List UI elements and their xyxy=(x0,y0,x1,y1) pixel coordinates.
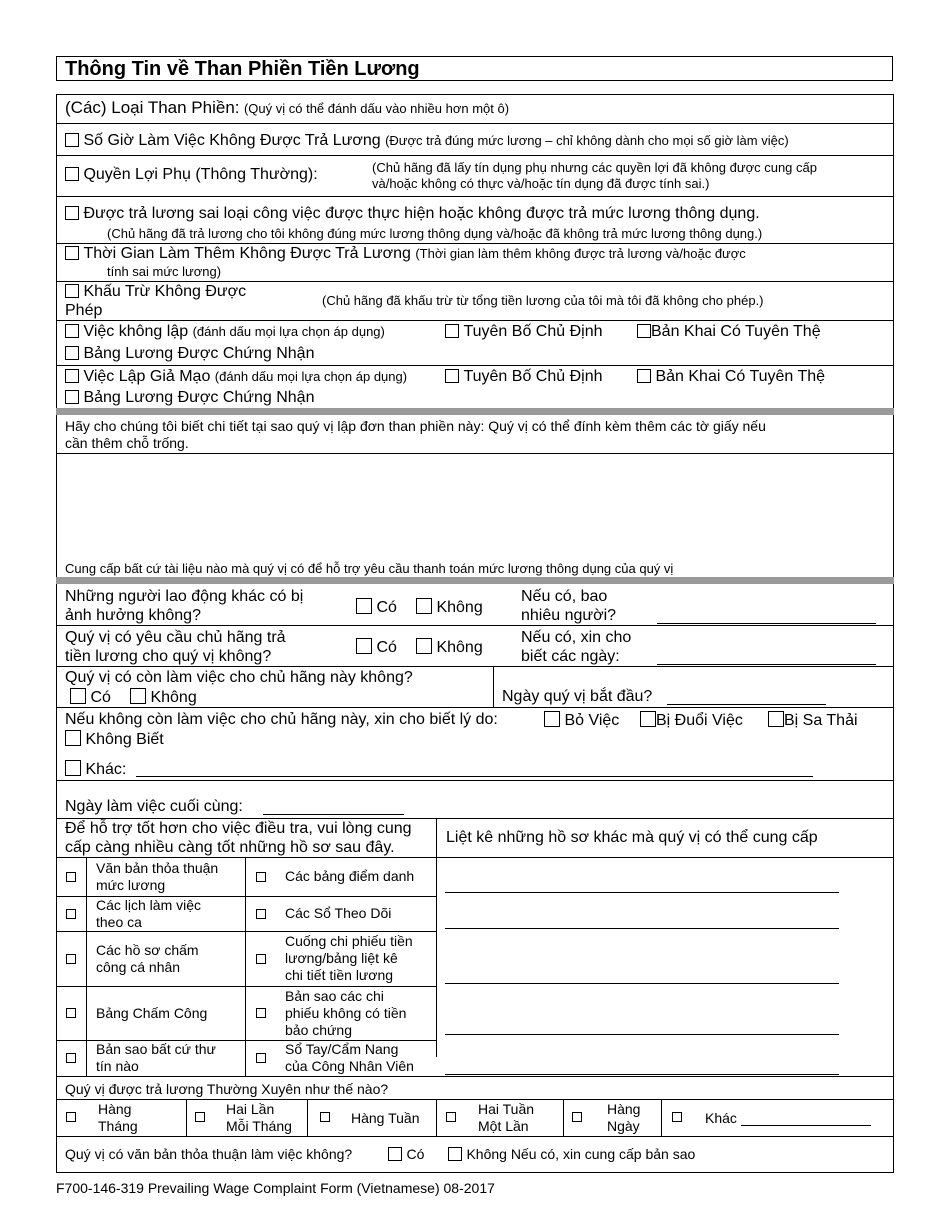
deductions-label-1: Khấu Trừ Không Được xyxy=(83,283,247,300)
agreement-no-checkbox[interactable] xyxy=(448,1147,462,1161)
not-filed-row xyxy=(65,323,385,341)
details-prompt-1: Hãy cho chúng tôi biết chi tiết tại sao quý vị lập đơn than phiền này: Quý vị có thể đính kèm thêm các tờ giấy nếu xyxy=(65,418,766,434)
asked-yes xyxy=(356,638,397,657)
reason-laid-off xyxy=(768,711,858,730)
page-title: Thông Tin về Than Phiền Tiền Lương xyxy=(65,58,420,80)
not-filed-opt3-label: Bảng Lương Được Chứng Nhận xyxy=(83,345,315,362)
records-intro-1: Để hỗ trợ tốt hơn cho việc điều tra, vui lòng cung xyxy=(65,820,412,837)
record-label-line: phiếu không có tiền xyxy=(285,1004,407,1021)
frequency-label xyxy=(607,1101,640,1135)
reason-fired-checkbox[interactable] xyxy=(640,711,656,727)
reason-fired xyxy=(640,711,743,730)
record-label-line: chi tiết tiền lương xyxy=(285,967,394,983)
frequency-question: Quý vị được trả lương Thường Xuyên như thế nào? xyxy=(65,1081,389,1097)
deductions-label-2: Phép xyxy=(65,302,103,319)
reason-other xyxy=(65,760,126,779)
record-checkbox-right[interactable] xyxy=(256,954,266,964)
false-filed-note: (đánh dấu mọi lựa chọn áp dụng) xyxy=(214,369,408,384)
details-support-text: Cung cấp bất cứ tài liệu nào mà quý vị có để hỗ trợ yêu cầu thanh toán mức lương thông dụng của quý vị xyxy=(65,561,674,576)
fringe-checkbox[interactable] xyxy=(65,167,79,181)
others-count-input[interactable] xyxy=(657,609,876,624)
record-label-line: bảo chứng xyxy=(285,1021,352,1038)
record-label-line: Văn bản thỏa thuận xyxy=(96,859,219,876)
not-filed-opt1 xyxy=(445,323,603,341)
record-label-right xyxy=(285,1041,414,1075)
record-label-line: Sổ Tay/Cẩm Nang xyxy=(285,1041,399,1057)
unpaid-hours-row xyxy=(65,132,789,150)
record-label-right xyxy=(285,988,406,1039)
not-filed-intent-checkbox[interactable] xyxy=(445,324,459,338)
reason-laid-off-label: Bị Sa Thải xyxy=(784,712,858,729)
record-label-line: Cuống chi phiếu tiền xyxy=(285,933,413,949)
false-filed-affidavit-checkbox[interactable] xyxy=(637,369,651,383)
record-label-left xyxy=(96,1005,207,1022)
record-checkbox-right[interactable] xyxy=(256,1053,266,1063)
asked-no xyxy=(416,638,483,657)
reason-unknown xyxy=(65,730,164,749)
reason-fired-label: Bị Đuổi Việc xyxy=(656,712,743,729)
reason-quit-checkbox[interactable] xyxy=(544,711,560,727)
start-date-label: Ngày quý vị bắt đầu? xyxy=(502,688,653,705)
false-filed-opt3-label: Bảng Lương Được Chứng Nhận xyxy=(83,389,315,406)
record-label-left xyxy=(96,897,201,931)
record-checkbox-left[interactable] xyxy=(66,1053,76,1063)
frequency-label xyxy=(98,1101,138,1135)
frequency-label xyxy=(478,1101,534,1135)
reason-laid-off-checkbox[interactable] xyxy=(768,711,784,727)
asked-question-1: Quý vị có yêu cầu chủ hãng trả xyxy=(65,629,286,646)
record-label-right xyxy=(285,868,414,885)
still-working-no-label: Không xyxy=(150,689,197,706)
record-checkbox-left[interactable] xyxy=(66,909,76,919)
still-working-yes-checkbox[interactable] xyxy=(70,688,86,704)
false-filed-payroll-checkbox[interactable] xyxy=(65,390,79,404)
record-label-line: Các lịch làm việc xyxy=(96,896,202,913)
not-filed-affidavit-checkbox[interactable] xyxy=(637,324,651,338)
false-filed-opt3 xyxy=(65,389,314,407)
still-working-yes-label: Có xyxy=(90,689,111,706)
deductions-row xyxy=(65,283,246,301)
still-working-no-checkbox[interactable] xyxy=(130,688,146,704)
other-records-label: Liệt kê những hồ sơ khác mà quý vị có thể cung cấp xyxy=(446,829,818,846)
record-checkbox-right[interactable] xyxy=(256,909,266,919)
frequency-label-line: Hai Tuần xyxy=(478,1101,535,1117)
record-checkbox-right[interactable] xyxy=(256,1008,266,1018)
others-no-checkbox[interactable] xyxy=(416,598,432,614)
others-if-2: nhiêu người? xyxy=(521,607,617,624)
not-filed-payroll-checkbox[interactable] xyxy=(65,346,79,360)
fringe-note-1: (Chủ hãng đã lấy tín dụng phụ nhưng các quyền lợi đã không được cung cấp xyxy=(372,160,817,175)
wrong-class-label: Được trả lương sai loại công việc được thực hiện hoặc không được trả mức lương thông dụng. xyxy=(83,205,760,222)
reason-unknown-label: Không Biết xyxy=(85,731,164,748)
asked-yes-checkbox[interactable] xyxy=(356,638,372,654)
wrong-class-row xyxy=(65,205,760,223)
overtime-note-2: tính sai mức lương) xyxy=(107,264,222,279)
record-label-line: lương/bảng liệt kê xyxy=(285,950,398,966)
false-filed-opt2-label: Bản Khai Có Tuyên Thệ xyxy=(655,368,826,385)
not-filed-label: Việc không lập xyxy=(83,323,189,340)
frequency-label-line: Hai Lần xyxy=(226,1101,275,1117)
other-records-input[interactable] xyxy=(445,1074,839,1075)
record-checkbox-left[interactable] xyxy=(66,954,76,964)
last-day-label: Ngày làm việc cuối cùng: xyxy=(65,798,243,815)
frequency-label-line: Hàng xyxy=(98,1101,132,1117)
others-yes-label: Có xyxy=(376,599,397,616)
false-filed-row xyxy=(65,368,407,386)
frequency-label-line: Hàng Tuần xyxy=(351,1109,420,1126)
overtime-checkbox[interactable] xyxy=(65,246,79,260)
frequency-checkbox[interactable] xyxy=(320,1112,330,1122)
record-label-line: Các Sổ Theo Dõi xyxy=(285,905,392,921)
unpaid-hours-label: Số Giờ Làm Việc Không Được Trả Lương xyxy=(83,132,381,149)
not-filed-checkbox[interactable] xyxy=(65,324,79,338)
frequency-other-label: Khác xyxy=(705,1110,737,1126)
fringe-label: Quyền Lợi Phụ (Thông Thường): xyxy=(83,166,318,183)
frequency-other-checkbox[interactable] xyxy=(672,1112,682,1122)
false-filed-opt2 xyxy=(637,368,825,386)
others-yes-checkbox[interactable] xyxy=(356,598,372,614)
overtime-note-1: (Thời gian làm thêm không được trả lương và/hoặc được xyxy=(415,246,746,261)
record-label-line: Bản sao bất cứ thư xyxy=(96,1041,216,1057)
frequency-label-line: Tháng xyxy=(98,1118,138,1134)
details-prompt-2: cần thêm chỗ trống. xyxy=(65,435,189,451)
start-date-input[interactable] xyxy=(667,690,826,705)
record-checkbox-right[interactable] xyxy=(256,872,266,882)
false-filed-opt1-label: Tuyên Bố Chủ Định xyxy=(463,368,603,385)
asked-if-1: Nếu có, xin cho xyxy=(521,629,632,646)
others-question-1: Những người lao động khác có bị xyxy=(65,588,304,605)
other-records-input[interactable] xyxy=(445,983,839,984)
frequency-other-input[interactable] xyxy=(741,1111,871,1126)
deductions-note: (Chủ hãng đã khấu trừ từ tổng tiền lương của tôi mà tôi đã không cho phép.) xyxy=(322,293,764,308)
fringe-note-2: và/hoặc không có thực và/hoặc tín dụng đã được tính sai.) xyxy=(372,176,710,191)
not-filed-opt1-label: Tuyên Bố Chủ Định xyxy=(463,323,603,340)
last-day-input[interactable] xyxy=(263,800,404,815)
frequency-label xyxy=(226,1101,292,1135)
fringe-row xyxy=(65,166,318,184)
frequency-label-line: Ngày xyxy=(607,1118,640,1134)
overtime-row xyxy=(65,245,746,263)
frequency-checkbox[interactable] xyxy=(195,1112,205,1122)
asked-question-2: tiền lương cho quý vị không? xyxy=(65,648,272,665)
overtime-label: Thời Gian Làm Thêm Không Được Trả Lương xyxy=(83,245,411,262)
record-label-line: của Công Nhân Viên xyxy=(285,1058,414,1074)
complaint-types-label: (Các) Loại Than Phiền: xyxy=(65,98,240,117)
record-label-right xyxy=(285,933,413,984)
still-working-yes xyxy=(70,688,111,707)
record-label-line: Bản sao các chi xyxy=(285,987,384,1004)
record-label-left xyxy=(96,942,199,976)
details-textarea[interactable] xyxy=(57,455,893,557)
record-checkbox-left[interactable] xyxy=(66,1008,76,1018)
other-records-input[interactable] xyxy=(445,928,839,929)
record-label-left xyxy=(96,1041,216,1075)
false-filed-checkbox[interactable] xyxy=(65,369,79,383)
unpaid-hours-note: (Được trả đúng mức lương – chỉ không dành cho mọi số giờ làm việc) xyxy=(385,133,789,148)
asked-no-checkbox[interactable] xyxy=(416,638,432,654)
agreement-question: Quý vị có văn bản thỏa thuận làm việc không? xyxy=(65,1146,353,1162)
agreement-no-label: Không Nếu có, xin cung cấp bản sao xyxy=(466,1146,696,1162)
agreement-no xyxy=(448,1146,695,1164)
agreement-yes-checkbox[interactable] xyxy=(388,1147,402,1161)
form-footer: F700-146-319 Prevailing Wage Complaint Form (Vietnamese) 08-2017 xyxy=(56,1180,495,1196)
asked-no-label: Không xyxy=(436,639,483,656)
not-filed-opt2-label: Bản Khai Có Tuyên Thệ xyxy=(651,323,821,340)
record-label-line: tín nào xyxy=(96,1058,139,1074)
reason-quit-label: Bỏ Việc xyxy=(564,712,620,729)
others-no xyxy=(416,598,483,617)
false-filed-intent-checkbox[interactable] xyxy=(445,369,459,383)
record-label-line: mức lương xyxy=(96,876,166,893)
deductions-checkbox[interactable] xyxy=(65,284,79,298)
record-label-line: theo ca xyxy=(96,913,142,930)
reason-other-input[interactable] xyxy=(136,762,813,777)
frequency-label-line: Mỗi Tháng xyxy=(226,1118,292,1134)
complaint-types-note: (Quý vị có thể đánh dấu vào nhiều hơn một ô) xyxy=(243,101,510,116)
unpaid-hours-checkbox[interactable] xyxy=(65,133,79,147)
wrong-class-checkbox[interactable] xyxy=(65,206,79,220)
complaint-types-heading xyxy=(65,99,509,118)
asked-dates-input[interactable] xyxy=(657,650,876,665)
false-filed-opt1 xyxy=(445,368,603,386)
record-label-left xyxy=(96,860,218,894)
record-checkbox-left[interactable] xyxy=(66,872,76,882)
record-label-line: Các hồ sơ chấm xyxy=(96,941,199,958)
records-intro-2: cấp càng nhiều càng tốt những hồ sơ sau đây. xyxy=(65,839,395,856)
not-filed-opt3 xyxy=(65,345,314,363)
others-no-label: Không xyxy=(436,599,483,616)
others-question-2: ảnh hưởng không? xyxy=(65,607,201,624)
asked-yes-label: Có xyxy=(376,639,397,656)
reason-unknown-checkbox[interactable] xyxy=(65,730,81,746)
agreement-yes-label: Có xyxy=(406,1146,425,1162)
reason-other-checkbox[interactable] xyxy=(65,760,81,776)
asked-if-2: biết các ngày: xyxy=(521,648,620,665)
still-working-no xyxy=(130,688,197,707)
not-filed-note: (đánh dấu mọi lựa chọn áp dụng) xyxy=(192,324,385,339)
frequency-checkbox[interactable] xyxy=(446,1112,456,1122)
record-label-line: công cá nhân xyxy=(96,958,181,975)
frequency-checkbox[interactable] xyxy=(572,1112,582,1122)
agreement-yes xyxy=(388,1146,424,1164)
reason-other-label: Khác: xyxy=(85,761,127,778)
others-if-1: Nếu có, bao xyxy=(521,588,608,605)
other-records-input[interactable] xyxy=(445,1034,839,1035)
wrong-class-note: (Chủ hãng đã trả lương cho tôi không đúng mức lương thông dụng và/hoặc đã không trả mức lương thông dụng.) xyxy=(107,226,763,241)
frequency-label xyxy=(351,1110,420,1127)
frequency-checkbox[interactable] xyxy=(66,1112,76,1122)
record-label-line: Bảng Chấm Công xyxy=(96,1004,208,1021)
reason-quit xyxy=(544,711,619,730)
false-filed-label: Việc Lập Giả Mạo xyxy=(83,368,211,385)
record-label-line: Các bảng điểm danh xyxy=(285,868,415,884)
frequency-label-line: Hàng xyxy=(607,1101,641,1117)
frequency-label-line: Một Lần xyxy=(478,1118,529,1134)
others-yes xyxy=(356,598,397,617)
record-label-right xyxy=(285,905,391,922)
not-filed-opt2 xyxy=(637,323,821,341)
other-records-input[interactable] xyxy=(445,892,839,893)
still-working-question: Quý vị có còn làm việc cho chủ hãng này không? xyxy=(65,669,413,686)
reason-question: Nếu không còn làm việc cho chủ hãng này, xin cho biết lý do: xyxy=(65,711,498,728)
